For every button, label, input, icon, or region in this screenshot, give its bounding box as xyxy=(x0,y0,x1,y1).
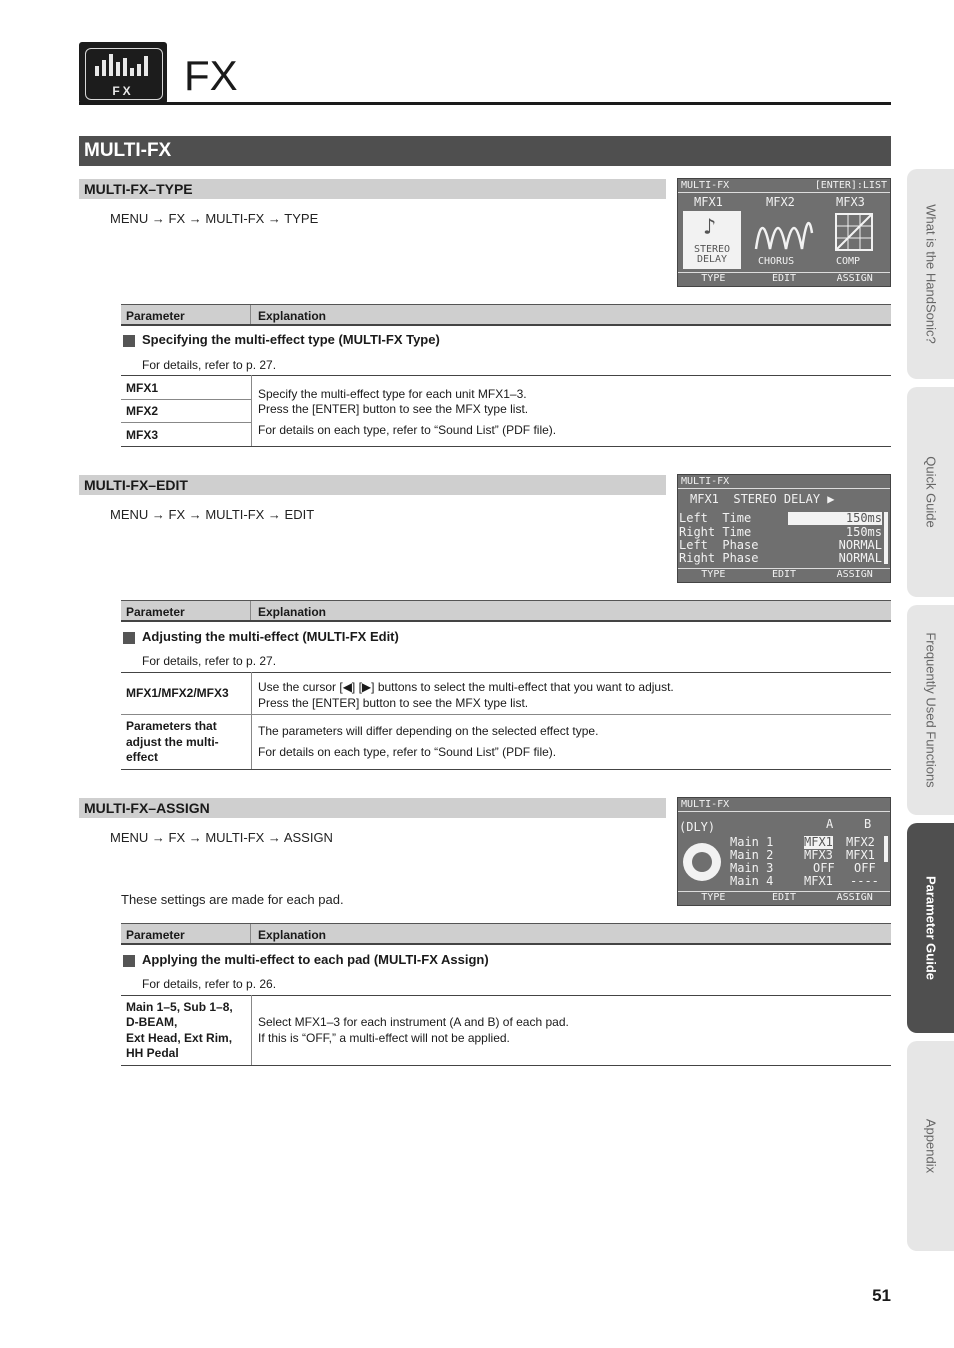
lcd-assign-a: MFX1 xyxy=(804,874,833,888)
side-tab-parameter-guide[interactable] xyxy=(907,823,954,1033)
param-mfx-selector: MFX1/MFX2/MFX3 xyxy=(126,686,229,700)
param-line: adjust the multi- xyxy=(126,735,219,749)
type-parameter-table xyxy=(121,304,891,447)
lcd-scrollbar xyxy=(884,512,888,564)
page-reference: For details, refer to p. 27. xyxy=(142,358,277,372)
lcd-assign-a: OFF xyxy=(813,861,835,875)
side-tab-label: What is the HandSonic? xyxy=(923,204,938,344)
edit-menu-path: MENU → FX → MULTI-FX → EDIT xyxy=(110,507,315,522)
lcd-effect-line: MFX1 STEREO DELAY ▶ xyxy=(690,492,835,506)
explain-line: For details on each type, refer to “Sound List” (PDF file). xyxy=(258,745,557,759)
divider xyxy=(251,375,252,447)
type-heading: MULTI-FX–TYPE xyxy=(79,179,666,199)
lcd-assign-a: MFX3 xyxy=(804,848,833,862)
lcd-assign-b: MFX1 xyxy=(846,848,875,862)
lcd-tab-edit: EDIT xyxy=(771,892,797,903)
lcd-param-value-selected: 150ms xyxy=(788,512,882,525)
lcd-unit-mfx3: MFX3 xyxy=(836,195,865,209)
divider xyxy=(121,446,891,447)
chorus-wave-icon xyxy=(754,213,814,251)
group-title: Specifying the multi-effect type (MULTI-FX Type) xyxy=(142,332,440,347)
assign-lcd-screen xyxy=(677,797,891,906)
assign-heading: MULTI-FX–ASSIGN xyxy=(79,798,666,818)
lcd-tab-type: TYPE xyxy=(701,892,726,903)
explain-line: Specify the multi-effect type for each unit MFX1–3. xyxy=(258,387,527,401)
lcd-tab-bar xyxy=(678,272,890,286)
side-tab-quick-guide[interactable] xyxy=(907,387,954,597)
lcd-selected-box xyxy=(683,211,741,269)
col-parameter: Parameter xyxy=(121,924,251,943)
lcd-pad-name: Main 4 xyxy=(730,874,774,888)
lcd-assign-b: MFX2 xyxy=(846,835,875,849)
col-parameter: Parameter xyxy=(121,305,251,324)
side-tab-label: Appendix xyxy=(923,1118,938,1174)
assign-parameter-table xyxy=(121,923,891,1066)
explain-line: Press the [ENTER] button to see the MFX type list. xyxy=(258,402,529,416)
lcd-assign-a-selected: MFX1 xyxy=(804,835,833,849)
divider xyxy=(121,995,891,996)
lcd-param-name: Right Phase xyxy=(679,551,759,565)
lcd-col-b: B xyxy=(864,817,872,831)
square-bullet-icon xyxy=(123,335,135,347)
divider xyxy=(121,672,891,673)
lcd-title: MULTI-FX xyxy=(681,476,730,487)
lcd-assign-b: OFF xyxy=(854,861,876,875)
lcd-tab-type: TYPE xyxy=(701,569,726,580)
side-tab-label: Parameter Guide xyxy=(923,875,938,981)
divider xyxy=(121,399,251,400)
page-title: FX xyxy=(184,52,238,99)
side-tab-label: Quick Guide xyxy=(923,456,938,528)
col-explanation: Explanation xyxy=(258,309,327,323)
edit-parameter-table xyxy=(121,600,891,770)
type-menu-path: MENU → FX → MULTI-FX → TYPE xyxy=(110,211,319,226)
param-mfx1: MFX1 xyxy=(126,381,159,395)
explain-line: Press the [ENTER] button to see the MFX type list. xyxy=(258,696,529,710)
lcd-tab-assign: ASSIGN xyxy=(836,273,873,284)
explain-line: The parameters will differ depending on the selected effect type. xyxy=(258,724,599,738)
lcd-tab-type: TYPE xyxy=(701,273,726,284)
page-number: 51 xyxy=(872,1286,891,1305)
table-group-row xyxy=(121,625,891,649)
table-group-row xyxy=(121,948,891,972)
lcd-pad-name: Main 2 xyxy=(730,848,774,862)
assign-note: These settings are made for each pad. xyxy=(121,892,344,907)
table-header-row xyxy=(121,923,891,945)
lcd-assign-b: ---- xyxy=(850,874,879,888)
explain-line: Select MFX1–3 for each instrument (A and B) of each pad. xyxy=(258,1015,569,1029)
section-heading: MULTI-FX xyxy=(79,136,891,166)
param-line: Parameters that xyxy=(126,719,217,733)
title-rule xyxy=(79,102,891,105)
type-lcd-screen xyxy=(677,178,891,287)
param-line: Main 1–5, Sub 1–8, xyxy=(126,1000,233,1014)
lcd-param-name: Left Phase xyxy=(679,538,759,552)
param-line: HH Pedal xyxy=(126,1046,179,1060)
edit-lcd-screen xyxy=(677,474,891,583)
lcd-param-value: 150ms xyxy=(845,525,882,539)
lcd-param-name: Right Time xyxy=(679,525,752,539)
fx-icon-label: FX xyxy=(112,84,134,98)
lcd-col-a: A xyxy=(826,817,834,831)
explain-line: For details on each type, refer to “Sound List” (PDF file). xyxy=(258,423,557,437)
page-reference: For details, refer to p. 26. xyxy=(142,977,277,991)
table-group-row xyxy=(121,328,891,352)
lcd-type-chorus: CHORUS xyxy=(758,256,795,267)
lcd-pad-name: Main 1 xyxy=(730,835,774,849)
side-tab-label: Frequently Used Functions xyxy=(923,632,938,788)
lcd-header xyxy=(678,475,890,489)
lcd-tab-edit: EDIT xyxy=(771,273,797,284)
divider xyxy=(121,714,891,715)
group-title: Applying the multi-effect to each pad (MULTI-FX Assign) xyxy=(142,952,489,967)
lcd-param-value: NORMAL xyxy=(838,538,882,552)
lcd-type-comp: COMP xyxy=(836,256,861,267)
lcd-tab-assign: ASSIGN xyxy=(836,892,873,903)
lcd-unit-mfx2: MFX2 xyxy=(766,195,795,209)
side-tab-frequently-used[interactable] xyxy=(907,605,954,815)
lcd-tab-edit: EDIT xyxy=(771,569,797,580)
lcd-tab-assign: ASSIGN xyxy=(836,569,873,580)
square-bullet-icon xyxy=(123,955,135,967)
divider xyxy=(121,769,891,770)
param-line: effect xyxy=(126,750,159,764)
param-line: Ext Head, Ext Rim, xyxy=(126,1031,233,1045)
drum-pad-icon xyxy=(683,843,721,881)
edit-heading: MULTI-FX–EDIT xyxy=(79,475,666,495)
square-bullet-icon xyxy=(123,632,135,644)
col-parameter: Parameter xyxy=(121,601,251,620)
assign-menu-path: MENU → FX → MULTI-FX → ASSIGN xyxy=(110,830,333,845)
table-header-row xyxy=(121,600,891,622)
lcd-tab-bar xyxy=(678,568,890,582)
col-explanation: Explanation xyxy=(258,605,327,619)
lcd-header xyxy=(678,798,890,812)
lcd-param-value: NORMAL xyxy=(838,551,882,565)
divider xyxy=(121,422,251,423)
side-tab-what-is[interactable] xyxy=(907,169,954,379)
table-header-row xyxy=(121,304,891,326)
lcd-title: MULTI-FX xyxy=(681,799,730,810)
lcd-title: MULTI-FX xyxy=(681,180,730,191)
divider xyxy=(251,672,252,770)
group-title: Adjusting the multi-effect (MULTI-FX Edit) xyxy=(142,629,399,644)
lcd-tab-bar xyxy=(678,891,890,905)
lcd-pad-name: Main 3 xyxy=(730,861,774,875)
lcd-hint: [ENTER]:LIST xyxy=(814,180,887,191)
param-mfx3: MFX3 xyxy=(126,428,159,442)
fx-chapter-icon xyxy=(79,42,167,104)
lcd-scrollbar xyxy=(884,836,888,862)
lcd-instrument: (DLY) xyxy=(679,820,716,834)
music-note-icon: ♪ xyxy=(703,215,717,240)
col-explanation: Explanation xyxy=(258,928,327,942)
side-tab-appendix[interactable] xyxy=(907,1041,954,1251)
lcd-unit-mfx1: MFX1 xyxy=(694,195,723,209)
divider xyxy=(251,995,252,1066)
param-line: D-BEAM, xyxy=(126,1015,178,1029)
explain-line: Use the cursor [◀] [▶] buttons to select the multi-effect that you want to adjust. xyxy=(258,680,674,694)
divider xyxy=(121,1065,891,1066)
lcd-header xyxy=(678,179,890,193)
explain-line: If this is “OFF,” a multi-effect will not be applied. xyxy=(258,1031,510,1045)
divider xyxy=(121,375,891,376)
compressor-graph-icon xyxy=(835,213,873,251)
lcd-param-name: Left Time xyxy=(679,511,752,525)
param-mfx2: MFX2 xyxy=(126,404,159,418)
page-reference: For details, refer to p. 27. xyxy=(142,654,277,668)
lcd-type-stereo-delay: STEREO DELAY xyxy=(693,244,731,265)
